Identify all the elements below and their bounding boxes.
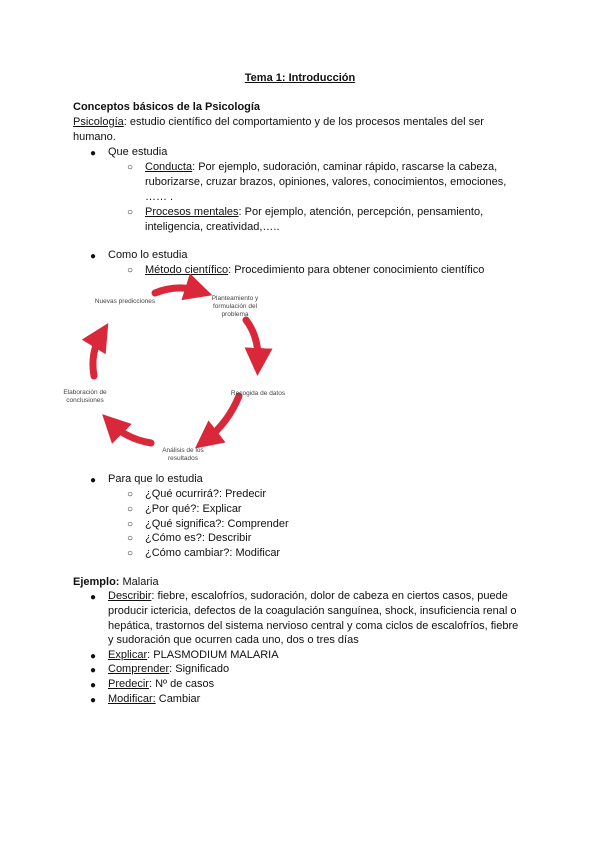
procesos-term: Procesos mentales	[145, 206, 239, 218]
para-que-item: ¿Qué significa?: Comprender	[145, 518, 289, 530]
predecir-term: Predecir	[108, 678, 149, 690]
bullet-icon: ●	[90, 592, 97, 603]
que-estudia-label: Que estudia	[108, 146, 168, 158]
diagram-step-analysis: Análisis de los resultados	[162, 447, 204, 462]
modificar-line	[108, 692, 200, 707]
bullet-icon: ●	[90, 695, 97, 706]
circle-bullet-icon: ○	[127, 265, 134, 276]
describir-line-4: y sudoración que ocurren cada uno, dos o tres días	[108, 634, 359, 646]
metodo-text: : Procedimiento para obtener conocimiento científico	[228, 264, 485, 276]
comprender-line	[108, 662, 229, 677]
page-title: Tema 1: Introducción	[244, 72, 356, 84]
diagram-step-conclusions: Elaboración de conclusiones	[63, 389, 107, 404]
conducta-term: Conducta	[145, 161, 193, 173]
diagram-step-data: Recogida de datos	[230, 390, 286, 397]
cycle-arrow-5	[93, 335, 101, 376]
bullet-icon: ●	[90, 651, 97, 662]
ejemplo-topic: Malaria	[119, 576, 159, 588]
procesos-line-2: inteligencia, creatividad,…..	[145, 221, 280, 233]
predecir-line	[108, 677, 214, 692]
describir-line-3: hepática, trastornos del sistema nervioso central y coma ciclos de escalofríos, fiebre	[108, 620, 519, 632]
circle-bullet-icon: ○	[127, 489, 134, 500]
explicar-text: : PLASMODIUM MALARIA	[147, 649, 279, 661]
para-que-item: ¿Cómo es?: Describir	[145, 532, 252, 544]
bullet-icon: ●	[90, 665, 97, 676]
explicar-line	[108, 648, 279, 663]
conducta-line-3: …… .	[145, 191, 174, 203]
definition-text-1: : estudio científico del comportamiento y de los procesos mentales del ser	[123, 116, 484, 128]
para-que-item: ¿Cómo cambiar?: Modificar	[145, 547, 281, 559]
conducta-text-1: : Por ejemplo, sudoración, caminar rápido, rascarse la cabeza,	[192, 161, 498, 173]
bullet-icon: ●	[90, 680, 97, 691]
circle-bullet-icon: ○	[127, 162, 134, 173]
para-que-label: Para que lo estudia	[108, 473, 203, 485]
procesos-text-1: : Por ejemplo, atención, percepción, pensamiento,	[238, 206, 484, 218]
diagram-step-problem: Planteamiento y formulación del problema	[211, 295, 259, 318]
circle-bullet-icon: ○	[127, 548, 134, 559]
modificar-text: Cambiar	[155, 693, 201, 705]
ejemplo-heading	[73, 575, 159, 590]
para-que-item: ¿Por qué?: Explicar	[145, 503, 242, 515]
explicar-term: Explicar	[108, 649, 148, 661]
para-que-item: ¿Qué ocurrirá?: Predecir	[145, 488, 267, 500]
predecir-text: : Nº de casos	[148, 678, 215, 690]
cycle-arrow-3	[206, 396, 239, 440]
bullet-icon: ●	[90, 251, 97, 262]
ejemplo-label: Ejemplo:	[73, 576, 120, 588]
definition-term: Psicología	[73, 116, 124, 128]
describir-term: Describir	[108, 590, 152, 602]
circle-bullet-icon: ○	[127, 533, 134, 544]
comprender-text: : Significado	[169, 663, 230, 675]
comprender-term: Comprender	[108, 663, 170, 675]
bullet-icon: ●	[90, 148, 97, 159]
bullet-icon: ●	[90, 475, 97, 486]
circle-bullet-icon: ○	[127, 504, 134, 515]
cycle-arrow-1	[155, 288, 199, 293]
diagram-step-predictions: Nuevas predicciones	[94, 298, 156, 305]
circle-bullet-icon: ○	[127, 207, 134, 218]
como-estudia-label: Como lo estudia	[108, 249, 188, 261]
cycle-arrow-4	[112, 424, 151, 443]
metodo-term: Método científico	[145, 264, 229, 276]
describir-line-1	[108, 589, 508, 604]
describir-text-1: : fiebre, escalofríos, sudoración, dolor de cabeza en ciertos casos, puede	[151, 590, 508, 602]
cycle-arrow-2	[246, 320, 258, 362]
describir-line-2: producir ictericia, defectos de la coagulación sanguínea, shock, insuficiencia renal o	[108, 605, 517, 617]
definition-line-2: humano.	[73, 131, 116, 143]
conducta-line-2: ruborizarse, cruzar brazos, opiniones, valores, conocimientos, emociones,	[145, 176, 507, 188]
modificar-term: Modificar:	[108, 693, 156, 705]
section-heading: Conceptos básicos de la Psicología	[73, 101, 261, 113]
circle-bullet-icon: ○	[127, 519, 134, 530]
